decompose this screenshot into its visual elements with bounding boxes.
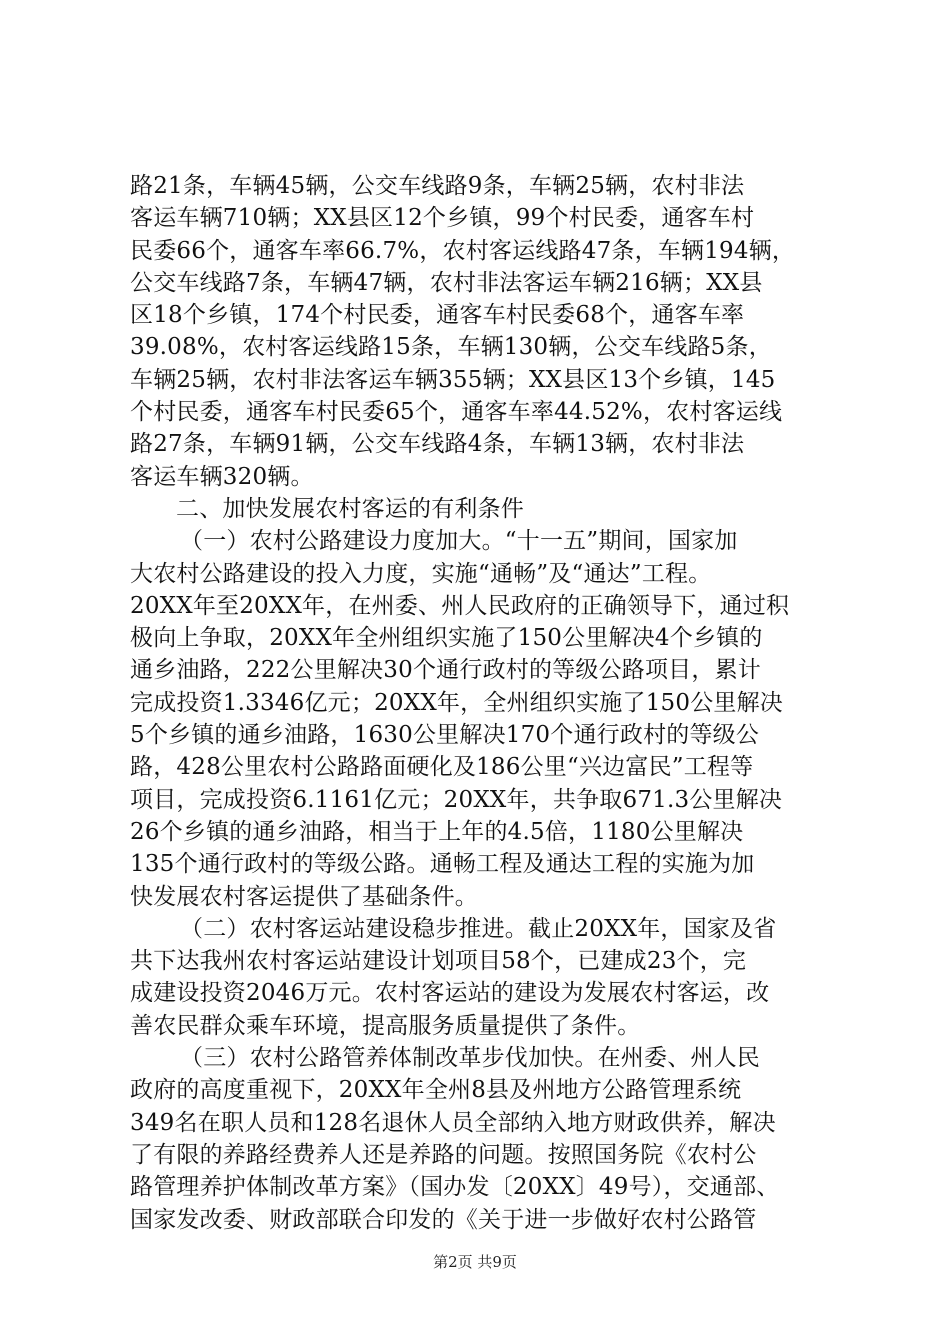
text-line: 26个乡镇的通乡油路，相当于上年的4.5倍，1180公里解决 (130, 818, 744, 845)
text-line: 135个通行政村的等级公路。通畅工程及通达工程的实施为加 (130, 851, 755, 878)
text-line: 极向上争取，20XX年全州组织实施了150公里解决4个乡镇的 (130, 625, 763, 652)
text-line: 项目，完成投资6.1161亿元；20XX年，共争取671.3公里解决 (130, 786, 783, 813)
text-line: 车辆25辆，农村非法客运车辆355辆；XX县区13个乡镇，145 (130, 366, 776, 393)
text-line: 路27条，车辆91辆，公交车线路4条，车辆13辆，农村非法 (130, 431, 745, 458)
text-line: 客运车辆320辆。 (130, 463, 314, 490)
text-line: 路21条，车辆45辆，公交车线路9条，车辆25辆，农村非法 (130, 173, 745, 199)
text-line: 公交车线路7条，车辆47辆，农村非法客运车辆216辆；XX县 (130, 269, 763, 296)
text-line: 成建设投资2046万元。农村客运站的建设为发展农村客运，改 (130, 980, 770, 1007)
text-line: 39.08%，农村客运线路15条，车辆130辆，公交车线路5条， (130, 334, 772, 361)
text-line: 大农村公路建设的投入力度，实施“通畅”及“通达”工程。 (130, 560, 712, 587)
text-line: 通乡油路，222公里解决30个通行政村的等级公路项目，累计 (130, 657, 761, 684)
text-line: 民委66个，通客车率66.7%，农村客运线路47条，车辆194辆， (130, 237, 796, 264)
text-line: 客运车辆710辆；XX县区12个乡镇，99个村民委，通客车村 (130, 205, 755, 232)
text-line: 路，428公里农村公路路面硬化及186公里“兴边富民”工程等 (130, 754, 754, 781)
text-line: 349名在职人员和128名退休人员全部纳入地方财政供养，解决 (130, 1109, 776, 1136)
text-line: 完成投资1.3346亿元；20XX年，全州组织实施了150公里解决 (130, 689, 783, 716)
text-line: 快发展农村客运提供了基础条件。 (130, 883, 478, 910)
text-line: 善农民群众乘车环境，提高服务质量提供了条件。 (130, 1012, 641, 1039)
text-line: 路管理养护体制改革方案》（国办发〔20XX〕49号），交通部、 (130, 1174, 780, 1201)
text-line: 了有限的养路经费养人还是养路的问题。按照国务院《农村公 (130, 1141, 757, 1168)
text-line: 20XX年至20XX年，在州委、州人民政府的正确领导下，通过积 (130, 592, 790, 619)
text-line: 二、加快发展农村客运的有利条件 (176, 495, 524, 522)
text-line: 区18个乡镇，174个村民委，通客车村民委68个，通客车率 (130, 302, 745, 329)
text-line: （二）农村客运站建设稳步推进。截止20XX年，国家及省 (180, 915, 777, 942)
text-line: 政府的高度重视下，20XX年全州8县及州地方公路管理系统 (130, 1077, 742, 1104)
text-line: （一）农村公路建设力度加大。“十一五”期间，国家加 (180, 528, 738, 555)
text-line: 个村民委，通客车村民委65个，通客车率44.52%，农村客运线 (130, 399, 783, 426)
text-line: （三）农村公路管养体制改革步伐加快。在州委、州人民 (180, 1045, 760, 1072)
text-line: 5个乡镇的通乡油路，1630公里解决170个通行政村的等级公 (130, 722, 760, 749)
text-line: 共下达我州农村客运站建设计划项目58个，已建成23个，完 (130, 948, 747, 975)
text-line: 国家发改委、财政部联合印发的《关于进一步做好农村公路管 (130, 1206, 757, 1233)
page-footer: 第2页 共9页 (433, 1253, 517, 1271)
body-text (130, 170, 830, 1236)
